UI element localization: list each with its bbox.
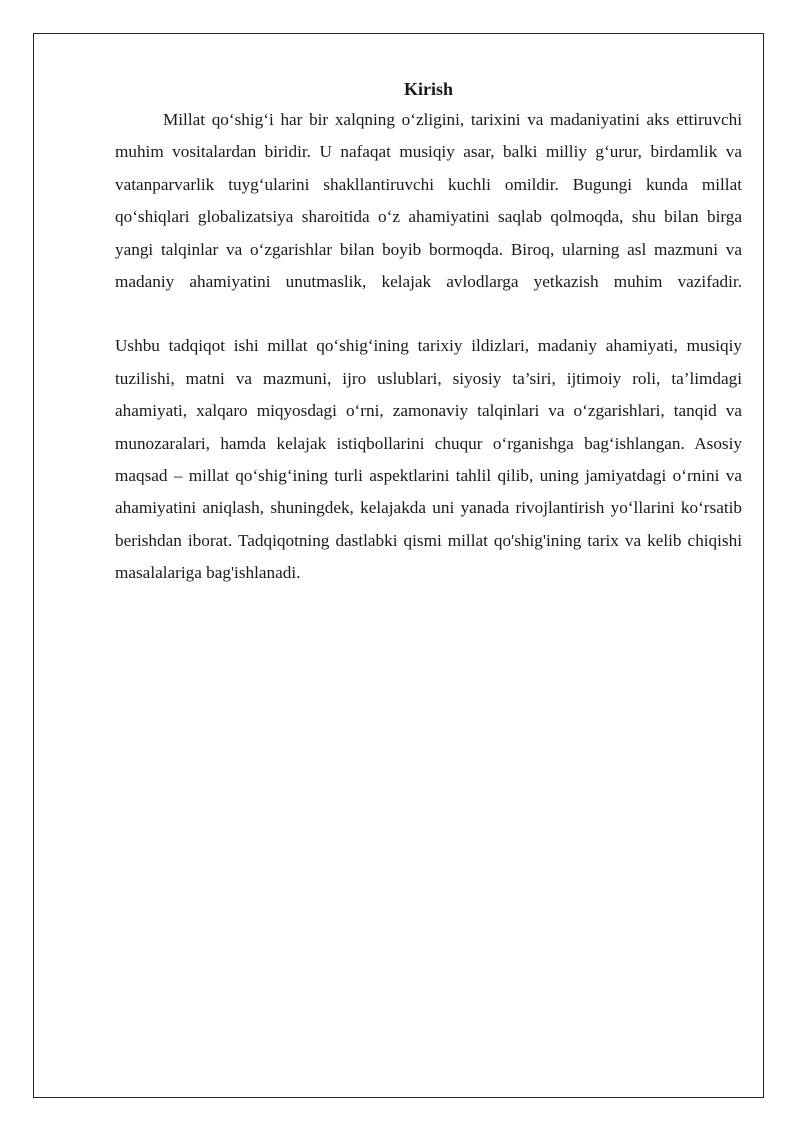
document-body [115, 76, 742, 590]
paragraph-gap [115, 298, 742, 330]
paragraph-intro: Millat qo‘shig‘i har bir xalqning o‘zligini, tarixini va madaniyatini aks ettiruvchi muhim vositalardan biridir. U nafaqat musiqiy asar, balki milliy g‘urur, birdamlik va vatanparvarlik tuyg‘ularini shakllantiruvchi kuchli omildir. Bugungi kunda millat qo‘shiqlari globalizatsiya sharoitida o‘z ahamiyatini saqlab qolmoqda, shu bilan birga yangi talqinlar va o‘zgarishlar bilan boyib bormoqda. Biroq, ularning asl mazmuni va madaniy ahamiyatini unutmaslik, kelajak avlodlarga yetkazish muhim vazifadir. [115, 110, 742, 292]
paragraph-research-aim: Ushbu tadqiqot ishi millat qo‘shig‘ining tarixiy ildizlari, madaniy ahamiyati, musiqiy tuzilishi, matni va mazmuni, ijro uslublari, siyosiy ta’siri, ijtimoiy roli, ta’limdagi ahamiyati, xalqaro miqyosdagi o‘rni, zamonaviy talqinlari va o‘zgarishlari, tanqid va munozaralari, hamda kelajak istiqbollarini chuqur o‘rganishga bag‘ishlangan. Asosiy maqsad – millat qo‘shig‘ining turli aspektlarini tahlil qilib, uning jamiyatdagi o‘rnini va ahamiyatini aniqlash, shuningdek, kelajakda uni yanada rivojlantirish yo‘llarini ko‘rsatib berishdan iborat. Tadqiqotning dastlabki qismi millat qo'shig'ining tarix va kelib chiqishi masalalariga bag'ishlanadi. [115, 336, 742, 583]
section-title: Kirish [403, 79, 453, 99]
